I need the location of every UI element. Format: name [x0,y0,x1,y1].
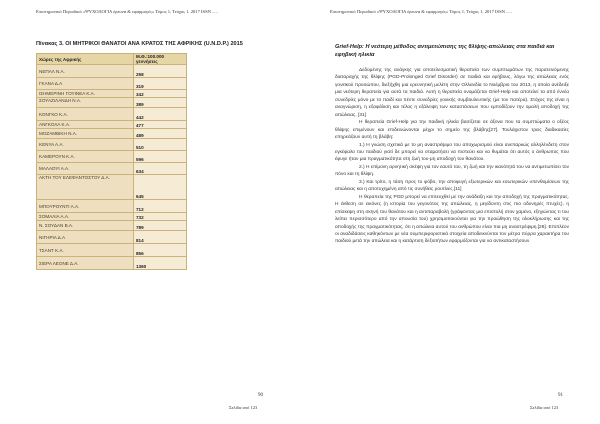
country-cell: ΚΕΝΥΑ Α.Α. [37,139,134,151]
value-cell: 596 [134,151,187,163]
table-row [37,90,187,98]
body-paragraph: Η θεραπεία Grief-Help για την παιδική ηλικία βασίζεται σε άξονα που τα συμπτώματα ο οξέος θλίψης επιμένουν και επιδεινώνονται μέχρι το σημείο της βλάβης[27]. Τουλάχιστον τρεις διαδικασίες επηρεάζουν αυτή τη βλάβη: [335,120,569,141]
value-cell: 814 [134,231,187,244]
country-cell: ΑΝΓΚΟΛΑ Κ.Α. [37,121,134,129]
table-row [37,108,187,121]
running-header: Επιστημονικό Περιοδικό «ΨΥΧΟΛΟΓΙΑ έρευνα & εφαρμογές» Τόμος 1, Τεύχος 1, 2017 ISSN ..... [330,9,512,14]
value-cell: 489 [134,129,187,139]
table-row [37,139,187,151]
country-cell: ΚΟΝΓΚΟ Κ.Α. [37,108,134,121]
country-cell: ΓΚΑΝΑ Δ.Α [37,78,134,90]
value-cell: 789 [134,221,187,231]
table-row [37,151,187,163]
table-row [37,231,187,244]
table-row [37,257,187,270]
table-row [37,98,187,108]
value-cell: 477 [134,121,187,129]
value-cell: 510 [134,139,187,151]
table-title: Πίνακας 3. ΟΙ ΜΗΤΡΙΚΟΙ ΘΑΝΑΤΟΙ ΑΝΑ ΚΡΑΤΟΣ ΤΗΣ ΑΦΡΙΚΗΣ (U.N.D.P.) 2015 [36,41,243,47]
table-row [37,200,187,213]
running-header: Επιστημονικό Περιοδικό «ΨΥΧΟΛΟΓΙΑ έρευνα & εφαρμογές» Τόμος 1, Τεύχος 1, 2017 ISSN ..... [36,9,218,14]
country-cell: ΤΣΑΝΤ Κ.Α. [37,244,134,257]
country-cell: ΜΑΛΑΟΥΙ Α.Α. [37,163,134,175]
body-paragraph: Η θεραπεία της PGD μπορεί να επιτευχθεί με την ανάδειξη και την αποδοχή της πραγματικότητας. Η έκθεση σε εικόνες (η ιστορία του γεγονότος της απώλειας, η μεγίδοντη στις πιο οδυνηρές πτυχές), η επίσκεψη στη σκηνή του θανάτου και η αντιπαραβολή (γράφοντας μια επιστολή στον χαμένο, εξηγώντας τι του λείπει περισσότερο από την απουσία του) χρησιμοποιούνται για την προώθηση της ολοκλήρωσης και της αποδοχής της πραγματικότητας, ότι η απώλεια αυτού του ανθρώπου είναι πια μη αναστρέψιμη.[28]. Επιπλέον οι αναδιδάσεις καθηκόντων με νέα συμπεριφοριστικά στοιχεία αποδεικνύνται τον μέτρα πύρρα χαρακτήρα του παιδιού μετά την απώλεια και η κατάρτιση δεξιοτήτων εφαρμόζονται για να αντικαταστήσουν [335,194,569,245]
country-cell: ΝΙΓΗΡΙΑ Δ.Α [37,231,134,244]
value-cell: 1360 [134,257,187,270]
page-number: 91 [558,393,563,398]
page-footer: Σελίδα από 123 [530,405,559,410]
country-cell: Ν. ΣΟΥΔΑΝ Β.Α. [37,221,134,231]
country-cell: ΜΟΖΑΜΒΙΚΗ Ν.Α. [37,129,134,139]
value-cell: 732 [134,213,187,221]
table-row [37,65,187,78]
page-footer: Σελίδα από 123 [229,405,258,410]
value-cell: 442 [134,108,187,121]
column-header-value: Μ.Θ.:100.000 γεννήσεις [134,54,187,65]
right-page [300,0,600,424]
value-cell: 634 [134,163,187,175]
value-cell: 389 [134,98,187,108]
table-row [37,221,187,231]
value-cell: 712 [134,200,187,213]
table-row [37,163,187,175]
value-cell: 342 [134,90,187,98]
table-row [37,78,187,90]
column-header-country: Χώρες της Αφρικής [37,54,134,65]
body-paragraph: Δεδομένης της ανάγκης για αποτελεσματική θεραπεία των συμπτωμάτων της παρατεινόμενης διαταραχής της θλίψης (PGD-Prolonged Grief Disorder) σε παιδιά και εφήβους, λόγω της απώλειας ενός γονεϊκού προσώπου, διεξήχθη μια ερευνητική μελέτη στην Ολλανδία το Νοέμβριο του 2013, η οποία ανέδειξε μια νεότερη θεραπεία για αυτά τα παιδιά. Αυτή η θεραπεία ονομάζεται Grief-Help και αποτελεί τα από έννέα συνεδρίες μόνο με το παιδί και πέντε συνεδρίες γονικής συμβουλευτικής (με τον πατέρα). Στόχος της είναι η αναγνώριση, η εξαφάλιση και τέλος η εξάλειψη των καταστάσεων που εμποδίζουν την ομαλή αποδοχή της απώλειας. [31] [335,68,569,118]
body-paragraph: 3.) Και τρίτο, η τάση προς το φόβο, την αποφυγή εξωτερικών και εσωτερικών υπενθυμίσεων της απώλειας και η αποτυχημένη από τις συνήθεις ρουτίνες.[11] [335,179,569,193]
country-cell: ΣΟΜΑΛΙΑ Α.Α. [37,213,134,221]
body-paragraph: 1.) Η γνώση σχετικά με το μη αναστρέψιμο του αποχωρισμού είναι ανεπαρκώς αλληλένδετη στον εγκέφαλο του παιδιού γιατί δε μπορεί να σταματήσει να πιστεύει και να θυμάται ότι αυτός ο άνθρωπος που έφυγε ήταν μια πραγματικότητα στη ζωή του-μη αποδοχή του θανάτου. [335,142,569,163]
table-row [37,129,187,139]
article-body [335,67,569,246]
country-cell: ΣΙΕΡΑ ΛΕΟΝΕ Δ.Α. [37,257,134,270]
page-number: 90 [258,393,263,398]
country-cell: ΜΠΟΥΡΟΥΝΤΙ Α.Α. [37,200,134,213]
body-paragraph: 2.) Η επίμονη αρνητική σκέψη για τον εαυτό του, τη ζωή και την ικανότητά του να αντιμετωπίσει τον πόνο και τη θλίψη. [335,164,569,178]
country-cell: ΑΚΤΗ ΤΟΥ ΕΛΕΦΑΝΤΟΣΤΟΥ Δ.Α. [37,175,134,200]
table-row [37,213,187,221]
country-cell: ΣΟΥΑΖΙΛΑΝΔΗ Ν.Α. [37,98,134,108]
table-row [37,121,187,129]
value-cell: 856 [134,244,187,257]
article-heading: Grief-Help: Η νεότερη μέθοδος αντιμετώπισης της θλίψης-απώλειας στα παιδιά και εφηβική ηλικία [335,44,555,58]
maternal-deaths-table [36,53,187,270]
country-cell: ΝΕΠΑΛ Ν.Α. [37,65,134,78]
country-cell: ΚΑΜΕΡΟΥΝ Κ.Α. [37,151,134,163]
table-header-row [37,54,187,65]
value-cell: 645 [134,175,187,200]
value-cell: 258 [134,65,187,78]
value-cell: 319 [134,78,187,90]
table-row [37,244,187,257]
table-row [37,175,187,200]
country-cell: ΙΣΗΜΕΡΙΝΗ ΓΟΥΙΝΕΑ Κ.Α. [37,90,134,98]
